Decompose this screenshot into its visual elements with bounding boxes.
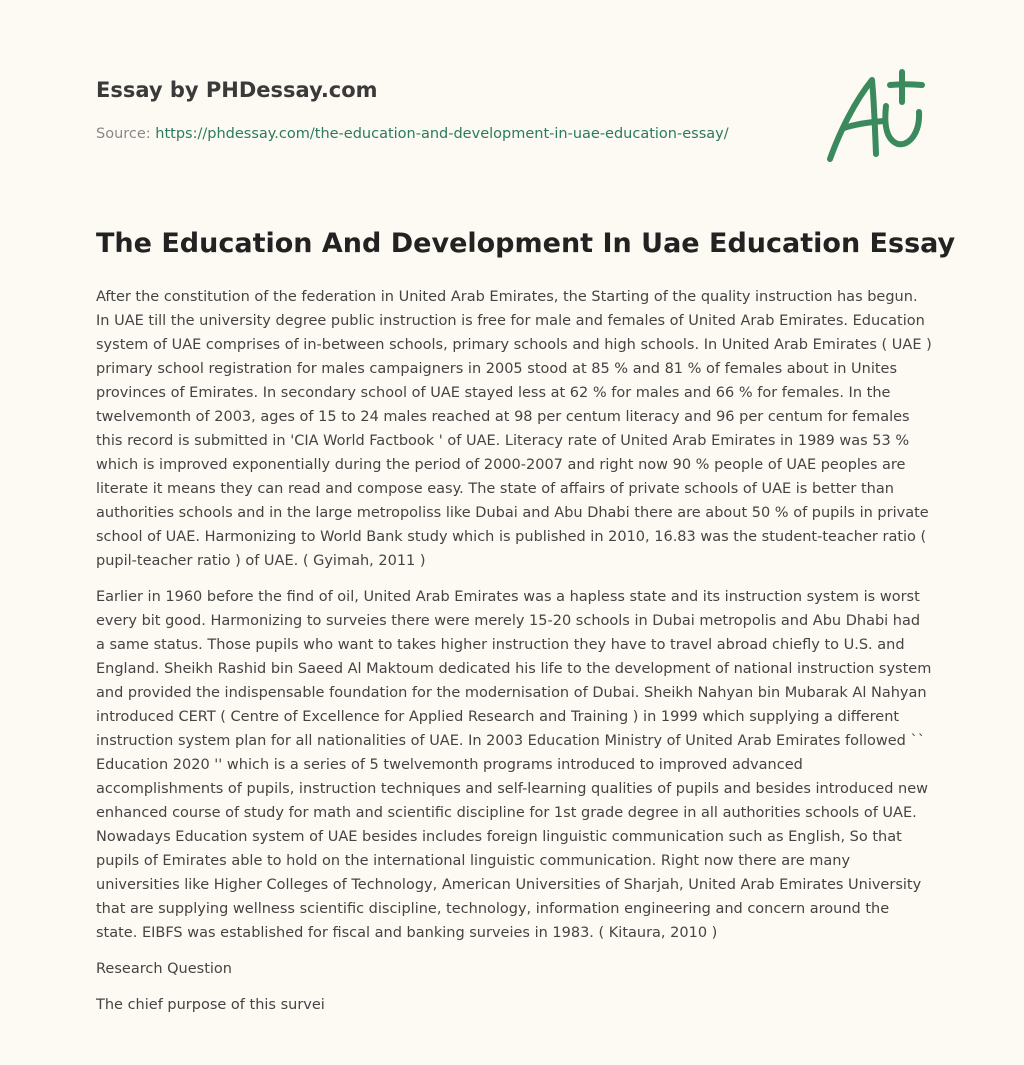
source-line: [96, 124, 729, 144]
essay-paragraph: The chief purpose of this survei: [96, 997, 325, 1013]
brand-title: Essay by PHDessay.com: [96, 78, 378, 102]
source-link[interactable]: https://phdessay.com/the-education-and-development-in-uae-education-essay/: [155, 126, 729, 142]
source-label: Source:: [96, 126, 151, 142]
a-plus-logo-icon: [820, 66, 930, 166]
essay-body: [96, 285, 932, 1029]
essay-paragraph: After the constitution of the federation in United Arab Emirates, the Starting of the quality instruction has begun. In UAE till the university degree public instruction is free for male and females of United Arab Emirates. Education system of UAE comprises of in-between schools, primary schools and high schools. In United Arab Emirates ( UAE ) primary school registration for males campaigners in 2005 stood at 85 % and 81 % of females about in Unites provinces of Emirates. In secondary school of UAE stayed less at 62 % for males and 66 % for females. In the twelvemonth of 2003, ages of 15 to 24 males reached at 98 per centum literacy and 96 per centum for females this record is submitted in 'CIA World Factbook ' of UAE. Literacy rate of United Arab Emirates in 1989 was 53 % which is improved exponentially during the period of 2000-2007 and right now 90 % people of UAE peoples are literate it means they can read and compose easy. The state of affairs of private schools of UAE is better than authorities schools and in the large metropoliss like Dubai and Abu Dhabi there are about 50 % of pupils in private school of UAE. Harmonizing to World Bank study which is published in 2010, 16.83 was the student-teacher ratio ( pupil-teacher ratio ) of UAE. ( Gyimah, 2011 ): [96, 289, 932, 569]
essay-paragraph: Earlier in 1960 before the find of oil, United Arab Emirates was a hapless state and its instruction system is worst every bit good. Harmonizing to surveies there were merely 15-20 schools in Dubai metropolis and Abu Dhabi had a same status. Those pupils who want to takes higher instruction they have to travel abroad chiefly to U.S. and England. Sheikh Rashid bin Saeed Al Maktoum dedicated his life to the development of national instruction system and provided the indispensable foundation for the modernisation of Dubai. Sheikh Nahyan bin Mubarak Al Nahyan introduced CERT ( Centre of Excellence for Applied Research and Training ) in 1999 which supplying a different instruction system plan for all nationalities of UAE. In 2003 Education Ministry of United Arab Emirates followed `` Education 2020 '' which is a series of 5 twelvemonth programs introduced to improved advanced accomplishments of pupils, instruction techniques and self-learning qualities of pupils and besides introduced new enhanced course of study for math and scientific discipline for 1st grade degree in all authorities schools of UAE. Nowadays Education system of UAE besides includes foreign linguistic communication such as English, So that pupils of Emirates able to hold on the international linguistic communication. Right now there are many universities like Higher Colleges of Technology, American Universities of Sharjah, United Arab Emirates University that are supplying wellness scientific discipline, technology, information engineering and concern around the state. EIBFS was established for fiscal and banking surveies in 1983. ( Kitaura, 2010 ): [96, 589, 932, 941]
essay-title: The Education And Development In Uae Education Essay: [96, 228, 956, 259]
section-heading: Research Question: [96, 961, 232, 977]
